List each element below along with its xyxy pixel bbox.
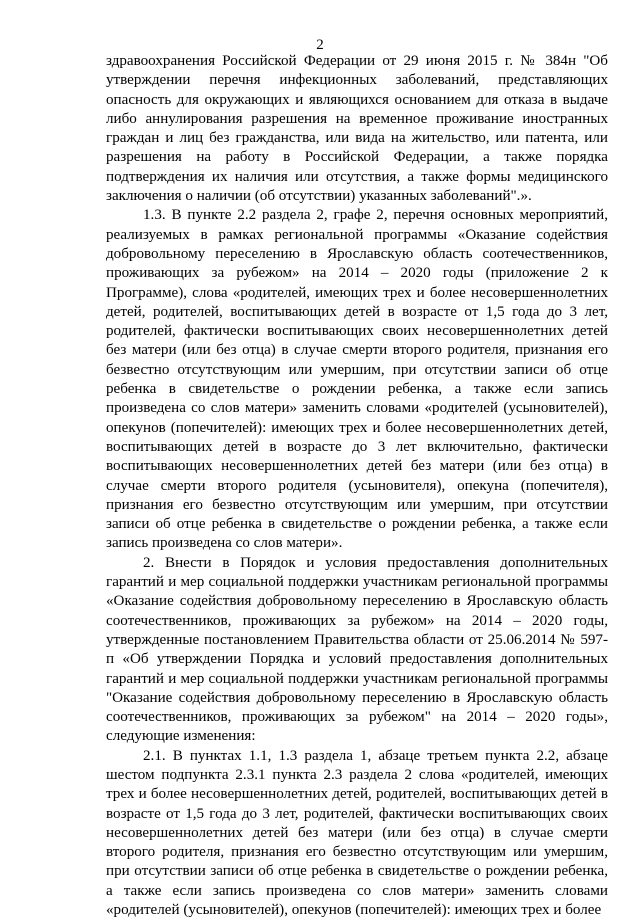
paragraph-2: 2. Внести в Порядок и условия предоставления дополнительных гарантий и мер социальной поддержки участникам региональной программы «Оказание содействия добровольному переселению в Ярославскую область соотечественников, проживающих за рубежом» на 2014 – 2020 годы, утвержденные постановлением Правительства области от 25.06.2014 № 597-п «Об утверждении Порядка и условий предоставления дополнительных гарантий и мер социальной поддержки участникам региональной программы "Оказание содействия добровольному переселению в Ярославскую область соотечественников, проживающих за рубежом" на 2014 – 2020 годы», следующие изменения: (106, 554, 608, 745)
paragraph-1-3: 1.3. В пункте 2.2 раздела 2, графе 2, перечня основных мероприятий, реализуемых в рамках региональной программы «Оказание содействия добровольному переселению в Ярославскую область соотечественников, проживающих за рубежом» на 2014 – 2020 годы (приложение 2 к Программе), слова «родителей, имеющих трех и более несовершеннолетних детей, родителей, воспитывающих детей в возрасте от 1,5 года до 3 лет, родителей, фактически воспитывающих своих несовершеннолетних детей без матери (или без отца) в случае смерти второго родителя, признания его безвестно отсутствующим или умершим, при отсутствии записи об отце ребенка в свидетельстве о рождении ребенка, а также если запись произведена со слов матери» заменить словами «родителей (усыновителей), опекунов (попечителей): имеющих трех и более несовершеннолетних детей, воспитывающих детей в возрасте до 3 лет включительно, фактически воспитывающих несовершеннолетних детей без матери (или без отца) в случае смерти второго родителя (усыновителя), опекуна (попечителя), признания его безвестно отсутствующим или умершим, при отсутствии записи об отце ребенка в свидетельстве о рождении ребенка, а также если запись произведена со слов матери». (106, 207, 608, 552)
document-body (106, 52, 608, 920)
paragraph-continuation: здравоохранения Российской Федерации от 29 июня 2015 г. № 384н "Об утверждении перечня инфекционных заболеваний, представляющих опасность для окружающих и являющихся основанием для отказа в выдаче либо аннулирования разрешения на временное проживание иностранных граждан и лиц без гражданства, или вида на жительство, или патента, или разрешения на работу в Российской Федерации, а также порядка подтверждения их наличия или отсутствия, а также формы медицинского заключения о наличии (об отсутствии) указанных заболеваний".». (106, 53, 608, 205)
paragraph-2-1: 2.1. В пунктах 1.1, 1.3 раздела 1, абзаце третьем пункта 2.2, абзаце шестом подпункта 2.3.1 пункта 2.3 раздела 2 слова «родителей, имеющих трех и более несовершеннолетних детей, родителей, воспитывающих детей в возрасте от 1,5 года до 3 лет, родителей, фактически воспитывающих своих несовершеннолетних детей без матери (или без отца) в случае смерти второго родителя, признания его безвестно отсутствующим или умершим, при отсутствии записи об отце ребенка в свидетельстве о рождении ребенка, а также если запись произведена со слов матери» заменить словами «родителей (усыновителей), опекунов (попечителей): имеющих трех и более (106, 747, 608, 919)
page-number: 2 (316, 37, 324, 53)
